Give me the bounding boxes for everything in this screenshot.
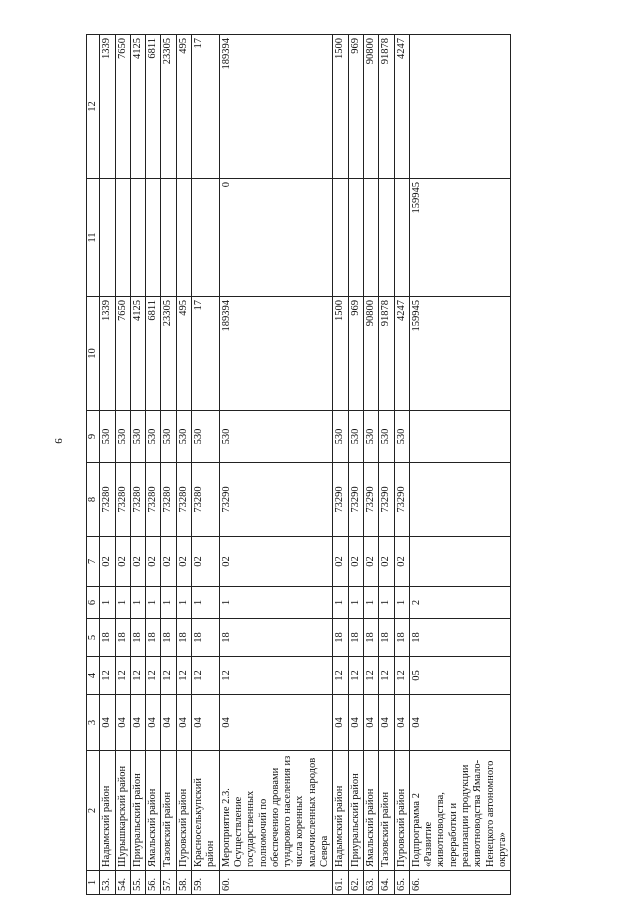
code-cell: 02	[146, 537, 161, 587]
code-cell: 1	[219, 587, 333, 619]
code-cell: 02	[100, 537, 115, 587]
code-cell: 1	[146, 587, 161, 619]
amount-cell	[115, 179, 130, 297]
code-cell: 04	[219, 695, 333, 751]
amount-cell	[100, 179, 115, 297]
code-cell: 02	[394, 537, 409, 587]
amount-cell: 23305	[161, 35, 176, 179]
amount-cell	[192, 179, 220, 297]
table-row	[176, 35, 191, 895]
row-number-cell: 58.	[176, 871, 191, 895]
code-cell: 02	[161, 537, 176, 587]
table-row	[100, 35, 115, 895]
page-number: 9	[52, 438, 64, 444]
code-cell: 73280	[115, 463, 130, 537]
table-row	[409, 35, 510, 895]
code-cell: 12	[333, 657, 348, 695]
amount-cell: 91878	[379, 297, 394, 411]
code-cell: 530	[333, 411, 348, 463]
table-header	[87, 35, 100, 895]
header-cell: 2	[87, 751, 100, 871]
code-cell: 73280	[192, 463, 220, 537]
row-number-cell: 65.	[394, 871, 409, 895]
code-cell: 18	[130, 619, 145, 657]
code-cell: 1	[115, 587, 130, 619]
row-number-cell: 53.	[100, 871, 115, 895]
name-cell: Ямальский район	[146, 751, 161, 871]
code-cell: 1	[176, 587, 191, 619]
code-cell: 73290	[333, 463, 348, 537]
code-cell: 530	[394, 411, 409, 463]
row-number-cell: 63.	[363, 871, 378, 895]
table-row	[333, 35, 348, 895]
table-row	[161, 35, 176, 895]
code-cell: 04	[348, 695, 363, 751]
code-cell: 73290	[394, 463, 409, 537]
code-cell: 530	[192, 411, 220, 463]
amount-cell	[394, 179, 409, 297]
code-cell: 530	[100, 411, 115, 463]
code-cell: 530	[161, 411, 176, 463]
code-cell: 02	[176, 537, 191, 587]
amount-cell: 4247	[394, 35, 409, 179]
header-cell: 4	[87, 657, 100, 695]
code-cell: 530	[219, 411, 333, 463]
table-row	[394, 35, 409, 895]
name-cell: Приуральский район	[130, 751, 145, 871]
amount-cell: 495	[176, 297, 191, 411]
budget-table	[86, 34, 511, 895]
code-cell: 530	[176, 411, 191, 463]
row-number-cell: 59.	[192, 871, 220, 895]
code-cell: 1	[394, 587, 409, 619]
row-number-cell: 56.	[146, 871, 161, 895]
code-cell: 18	[409, 619, 510, 657]
code-cell: 02	[219, 537, 333, 587]
amount-cell: 1500	[333, 35, 348, 179]
code-cell: 04	[146, 695, 161, 751]
header-cell: 6	[87, 587, 100, 619]
code-cell: 04	[363, 695, 378, 751]
code-cell: 12	[192, 657, 220, 695]
code-cell: 1	[333, 587, 348, 619]
row-number-cell: 61.	[333, 871, 348, 895]
code-cell: 73280	[161, 463, 176, 537]
amount-cell: 90800	[363, 297, 378, 411]
code-cell: 12	[176, 657, 191, 695]
code-cell: 1	[348, 587, 363, 619]
code-cell: 12	[115, 657, 130, 695]
code-cell: 02	[130, 537, 145, 587]
amount-cell	[161, 179, 176, 297]
amount-cell	[130, 179, 145, 297]
code-cell	[409, 411, 510, 463]
amount-cell: 17	[192, 297, 220, 411]
name-cell: Приуральский район	[348, 751, 363, 871]
table-row	[379, 35, 394, 895]
amount-cell	[146, 179, 161, 297]
amount-cell: 4247	[394, 297, 409, 411]
code-cell: 73280	[176, 463, 191, 537]
header-cell: 5	[87, 619, 100, 657]
header-cell: 7	[87, 537, 100, 587]
code-cell: 18	[192, 619, 220, 657]
code-cell: 04	[130, 695, 145, 751]
amount-cell	[176, 179, 191, 297]
name-cell: Надымский район	[100, 751, 115, 871]
code-cell: 18	[176, 619, 191, 657]
amount-cell: 0	[219, 179, 333, 297]
code-cell: 12	[100, 657, 115, 695]
code-cell: 1	[363, 587, 378, 619]
row-number-cell: 57.	[161, 871, 176, 895]
name-cell: Ямальский район	[363, 751, 378, 871]
code-cell: 1	[379, 587, 394, 619]
code-cell: 18	[146, 619, 161, 657]
header-row	[87, 35, 100, 895]
code-cell: 04	[333, 695, 348, 751]
row-number-cell: 62.	[348, 871, 363, 895]
code-cell: 73290	[379, 463, 394, 537]
code-cell: 73280	[130, 463, 145, 537]
amount-cell: 91878	[379, 35, 394, 179]
code-cell: 73280	[146, 463, 161, 537]
amount-cell	[348, 179, 363, 297]
code-cell: 2	[409, 587, 510, 619]
name-cell: Мероприятие 2.3. Осуществление государственных полномочий по обеспечению дровами тундрового населения из числа коренных малочисленных народов Севера	[219, 751, 333, 871]
amount-cell: 1339	[100, 297, 115, 411]
name-cell: Пуровский район	[394, 751, 409, 871]
name-cell: Подпрограмма 2 «Развитие животноводства, переработки и реализации продукции животноводства Ямало-Ненецкого автономного округа»	[409, 751, 510, 871]
amount-cell: 495	[176, 35, 191, 179]
name-cell: Пуровский район	[176, 751, 191, 871]
amount-cell: 6811	[146, 297, 161, 411]
name-cell: Шурышкарский район	[115, 751, 130, 871]
amount-cell: 4125	[130, 297, 145, 411]
code-cell: 04	[161, 695, 176, 751]
amount-cell: 1500	[333, 297, 348, 411]
amount-cell	[363, 179, 378, 297]
amount-cell: 23305	[161, 297, 176, 411]
name-cell: Тазовский район	[379, 751, 394, 871]
code-cell: 04	[100, 695, 115, 751]
code-cell: 12	[161, 657, 176, 695]
code-cell: 530	[363, 411, 378, 463]
rotated-table-wrapper	[86, 35, 548, 895]
row-number-cell: 66.	[409, 871, 510, 895]
code-cell: 12	[394, 657, 409, 695]
code-cell: 04	[176, 695, 191, 751]
code-cell: 1	[130, 587, 145, 619]
code-cell: 02	[379, 537, 394, 587]
name-cell: Красноселькупский район	[192, 751, 220, 871]
table-row	[130, 35, 145, 895]
code-cell: 12	[348, 657, 363, 695]
amount-cell: 7650	[115, 297, 130, 411]
amount-cell: 1339	[100, 35, 115, 179]
amount-cell: 189394	[219, 297, 333, 411]
code-cell: 1	[161, 587, 176, 619]
code-cell: 1	[192, 587, 220, 619]
amount-cell: 159945	[409, 297, 510, 411]
table-body	[100, 35, 511, 895]
code-cell: 04	[394, 695, 409, 751]
row-number-cell: 55.	[130, 871, 145, 895]
amount-cell: 969	[348, 35, 363, 179]
amount-cell	[379, 179, 394, 297]
name-cell: Надымский район	[333, 751, 348, 871]
code-cell: 12	[130, 657, 145, 695]
code-cell: 530	[130, 411, 145, 463]
code-cell: 12	[146, 657, 161, 695]
code-cell: 18	[100, 619, 115, 657]
code-cell: 73280	[100, 463, 115, 537]
code-cell: 18	[379, 619, 394, 657]
code-cell: 04	[192, 695, 220, 751]
table-row	[219, 35, 333, 895]
code-cell: 530	[348, 411, 363, 463]
amount-cell: 189394	[219, 35, 333, 179]
table-row	[192, 35, 220, 895]
code-cell: 530	[115, 411, 130, 463]
code-cell: 18	[363, 619, 378, 657]
code-cell: 02	[333, 537, 348, 587]
amount-cell: 90800	[363, 35, 378, 179]
header-cell: 11	[87, 179, 100, 297]
code-cell: 18	[348, 619, 363, 657]
amount-cell: 159945	[409, 179, 510, 297]
amount-cell	[409, 35, 510, 179]
code-cell: 18	[161, 619, 176, 657]
amount-cell: 969	[348, 297, 363, 411]
code-cell: 05	[409, 657, 510, 695]
header-cell: 3	[87, 695, 100, 751]
amount-cell: 6811	[146, 35, 161, 179]
code-cell: 18	[219, 619, 333, 657]
code-cell: 12	[363, 657, 378, 695]
code-cell: 73290	[363, 463, 378, 537]
amount-cell	[333, 179, 348, 297]
code-cell: 12	[219, 657, 333, 695]
code-cell: 04	[379, 695, 394, 751]
code-cell: 73290	[348, 463, 363, 537]
header-cell: 9	[87, 411, 100, 463]
table-row	[348, 35, 363, 895]
table-row	[363, 35, 378, 895]
code-cell: 1	[100, 587, 115, 619]
code-cell: 02	[363, 537, 378, 587]
code-cell: 02	[348, 537, 363, 587]
code-cell: 04	[115, 695, 130, 751]
code-cell	[409, 537, 510, 587]
name-cell: Тазовский район	[161, 751, 176, 871]
code-cell: 02	[115, 537, 130, 587]
code-cell: 530	[379, 411, 394, 463]
code-cell: 18	[394, 619, 409, 657]
code-cell: 04	[409, 695, 510, 751]
header-cell: 8	[87, 463, 100, 537]
amount-cell: 17	[192, 35, 220, 179]
amount-cell: 4125	[130, 35, 145, 179]
table-row	[115, 35, 130, 895]
row-number-cell: 60.	[219, 871, 333, 895]
code-cell: 73290	[219, 463, 333, 537]
header-cell: 1	[87, 871, 100, 895]
row-number-cell: 54.	[115, 871, 130, 895]
code-cell: 12	[379, 657, 394, 695]
amount-cell: 7650	[115, 35, 130, 179]
code-cell: 18	[115, 619, 130, 657]
code-cell: 530	[146, 411, 161, 463]
header-cell: 12	[87, 35, 100, 179]
row-number-cell: 64.	[379, 871, 394, 895]
code-cell: 02	[192, 537, 220, 587]
header-cell: 10	[87, 297, 100, 411]
code-cell	[409, 463, 510, 537]
code-cell: 18	[333, 619, 348, 657]
table-row	[146, 35, 161, 895]
